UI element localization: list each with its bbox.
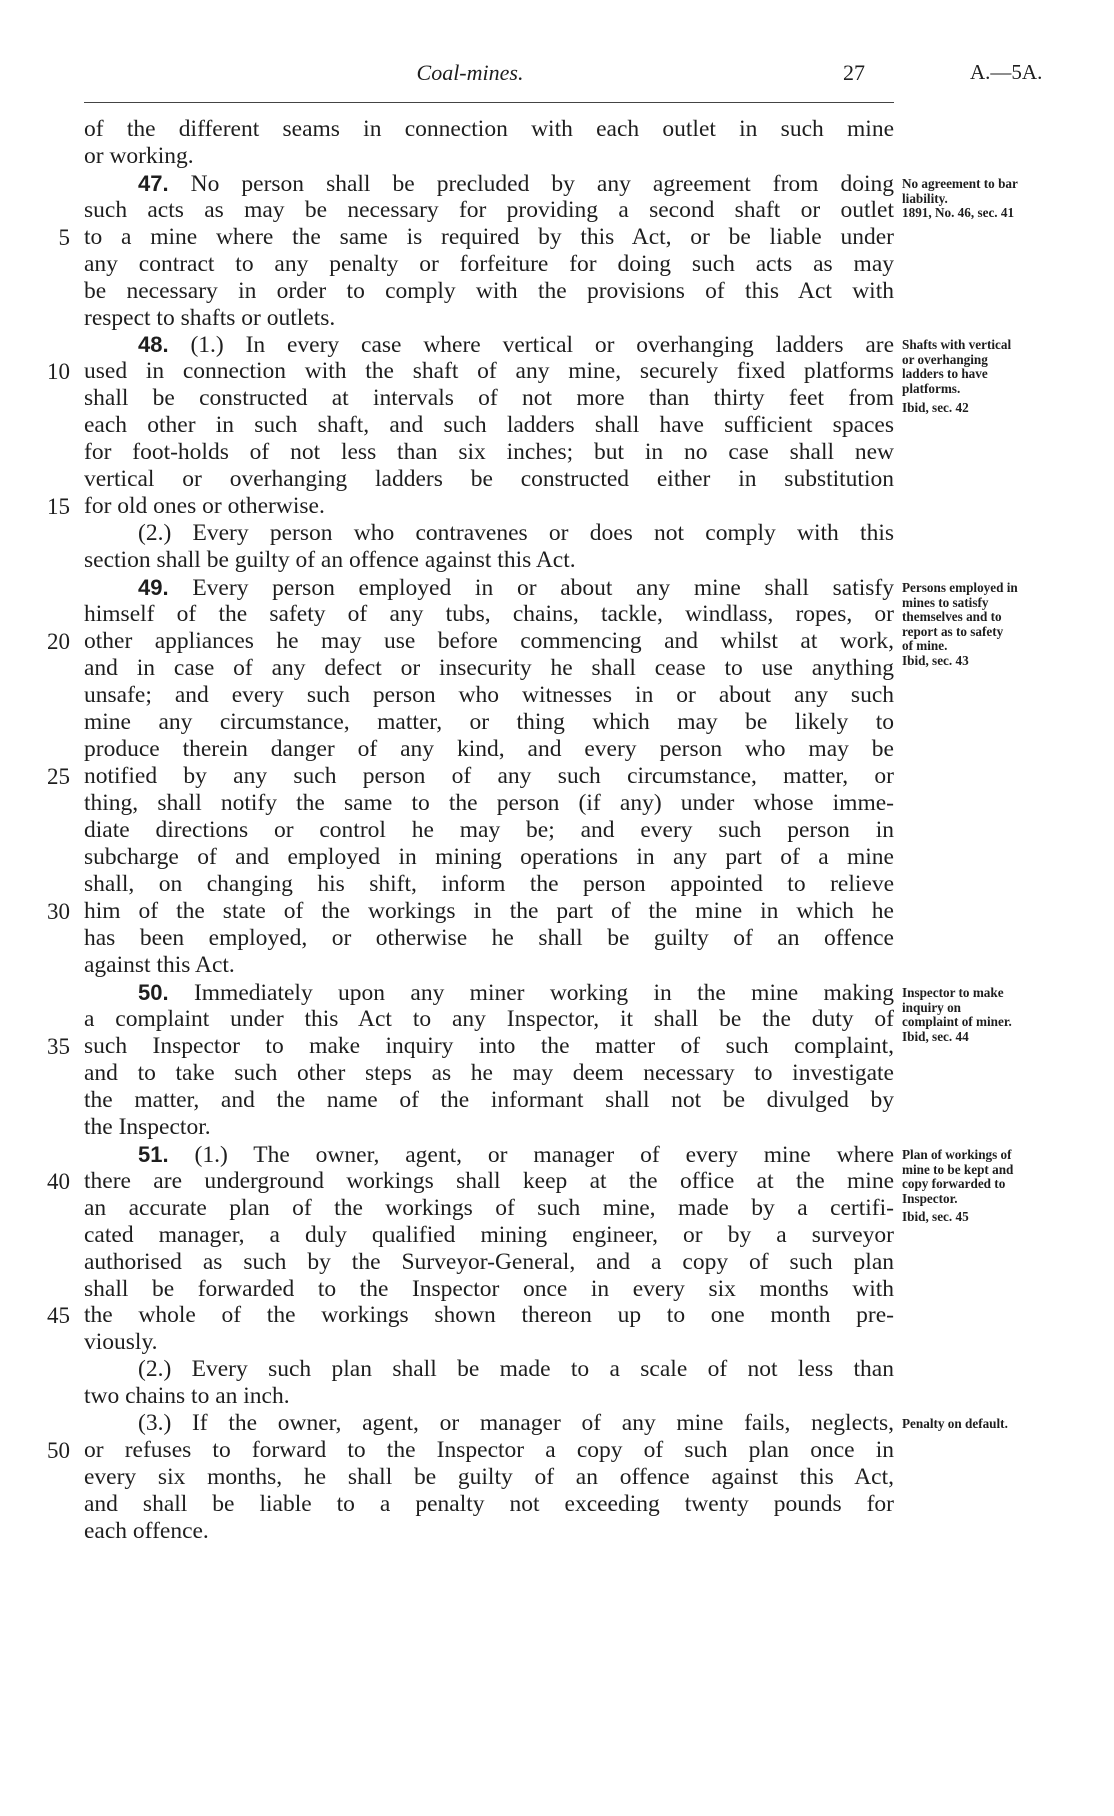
text-line: each offence. <box>84 1518 209 1544</box>
text-line: against this Act. <box>84 952 235 978</box>
text-line: or working. <box>84 143 194 169</box>
document-reference: A.—5A. <box>970 60 1043 84</box>
text-line: thing, shall notify the same to the person (if any) under whose imme- <box>84 790 894 816</box>
text-line: and shall be liable to a penalty not exceeding twenty pounds for <box>84 1491 894 1517</box>
text-line: subcharge of and employed in mining operations in any part of a mine <box>84 844 894 870</box>
line-number: 50 <box>47 1438 70 1463</box>
text-line: two chains to an inch. <box>84 1383 290 1409</box>
margin-note: Inspector to make inquiry on complaint of miner. Ibid, sec. 44 <box>902 985 1012 1044</box>
section-number: 51. <box>138 1142 169 1167</box>
text-line: section shall be guilty of an offence against this Act. <box>84 547 576 573</box>
text-line: (2.) Every person who contravenes or does not comply with this <box>138 520 894 546</box>
margin-note: Penalty on default. <box>902 1416 1008 1431</box>
text-line: such acts as may be necessary for providing a second shaft or outlet <box>84 197 894 223</box>
margin-note: No agreement to bar liability. 1891, No. 46, sec. 41 <box>902 176 1018 221</box>
line-number: 35 <box>47 1034 70 1059</box>
text-line: viously. <box>84 1329 158 1355</box>
text-line: notified by any such person of any such circumstance, matter, or <box>84 763 894 789</box>
line-number: 40 <box>47 1169 70 1194</box>
text-line: has been employed, or otherwise he shall be guilty of an offence <box>84 925 894 951</box>
text-line: mine any circumstance, matter, or thing which may be likely to <box>84 709 894 735</box>
text-line: there are underground workings shall keep at the office at the mine <box>84 1168 894 1194</box>
margin-note: Plan of workings of mine to be kept and copy forwarded to Inspector. Ibid, sec. 45 <box>902 1147 1014 1225</box>
section-number: 48. <box>138 332 169 357</box>
text-line: each other in such shaft, and such ladders shall have sufficient spaces <box>84 412 894 438</box>
text-line: vertical or overhanging ladders be constructed either in substitution <box>84 466 894 492</box>
line-number: 30 <box>47 899 70 924</box>
text-line: diate directions or control he may be; and every such person in <box>84 817 894 843</box>
text-line: 48. (1.) In every case where vertical or overhanging ladders are <box>138 332 895 358</box>
text-line: be necessary in order to comply with the provisions of this Act with <box>84 278 894 304</box>
text-line: himself of the safety of any tubs, chains, tackle, windlass, ropes, or <box>84 601 894 627</box>
text-line: the matter, and the name of the informant shall not be divulged by <box>84 1087 894 1113</box>
text-line: of the different seams in connection with each outlet in such mine <box>84 116 894 142</box>
text-line: the Inspector. <box>84 1114 211 1140</box>
text-line: cated manager, a duly qualified mining engineer, or by a surveyor <box>84 1222 894 1248</box>
text-line: produce therein danger of any kind, and every person who may be <box>84 736 894 762</box>
margin-note: Shafts with vertical or overhanging ladders to have platforms. Ibid, sec. 42 <box>902 337 1012 416</box>
section-number: 47. <box>138 171 169 196</box>
line-number: 25 <box>47 764 70 789</box>
text-line: authorised as such by the Surveyor-General, and a copy of such plan <box>84 1249 894 1275</box>
header-rule <box>84 102 894 103</box>
section-number: 50. <box>138 980 169 1005</box>
text-line: used in connection with the shaft of any mine, securely fixed platforms <box>84 358 894 384</box>
margin-note: Persons employed in mines to satisfy themselves and to report as to safety of mine. Ibid, sec. 43 <box>902 580 1018 668</box>
text-line: shall be constructed at intervals of not more than thirty feet from <box>84 385 894 411</box>
text-line: or refuses to forward to the Inspector a copy of such plan once in <box>84 1437 894 1463</box>
text-line: an accurate plan of the workings of such mine, made by a certifi- <box>84 1195 894 1221</box>
text-line: every six months, he shall be guilty of an offence against this Act, <box>84 1464 894 1490</box>
text-line: him of the state of the workings in the part of the mine in which he <box>84 898 894 924</box>
text-line: a complaint under this Act to any Inspector, it shall be the duty of <box>84 1006 894 1032</box>
text-line: (2.) Every such plan shall be made to a scale of not less than <box>138 1356 894 1382</box>
text-line: shall be forwarded to the Inspector once in every six months with <box>84 1276 894 1302</box>
text-line: shall, on changing his shift, inform the person appointed to relieve <box>84 871 894 897</box>
text-line: and in case of any defect or insecurity he shall cease to use anything <box>84 655 894 681</box>
text-line: other appliances he may use before commencing and whilst at work, <box>84 628 894 654</box>
line-number: 15 <box>47 494 70 519</box>
page-number: 27 <box>843 60 865 85</box>
line-number: 20 <box>47 629 70 654</box>
text-line: to a mine where the same is required by this Act, or be liable under <box>84 224 894 250</box>
text-line: for foot-holds of not less than six inches; but in no case shall new <box>84 439 894 465</box>
line-number: 10 <box>47 359 70 384</box>
line-number: 5 <box>58 225 70 250</box>
text-line: 51. (1.) The owner, agent, or manager of every mine where <box>138 1142 895 1168</box>
section-number: 49. <box>138 575 169 600</box>
text-line: 47. No person shall be precluded by any agreement from doing <box>138 171 895 197</box>
line-number: 45 <box>47 1303 70 1328</box>
text-line: respect to shafts or outlets. <box>84 305 336 331</box>
text-line: the whole of the workings shown thereon up to one month pre- <box>84 1302 894 1328</box>
text-line: 49. Every person employed in or about any mine shall satisfy <box>138 575 895 601</box>
text-line: for old ones or otherwise. <box>84 493 325 519</box>
text-line: and to take such other steps as he may deem necessary to investigate <box>84 1060 894 1086</box>
text-line: (3.) If the owner, agent, or manager of any mine fails, neglects, <box>138 1410 894 1436</box>
text-line: any contract to any penalty or forfeiture for doing such acts as may <box>84 251 894 277</box>
text-line: unsafe; and every such person who witnesses in or about any such <box>84 682 894 708</box>
text-line: 50. Immediately upon any miner working in the mine making <box>138 980 894 1006</box>
text-line: such Inspector to make inquiry into the matter of such complaint, <box>84 1033 894 1059</box>
running-title: Coal-mines. <box>416 60 524 85</box>
